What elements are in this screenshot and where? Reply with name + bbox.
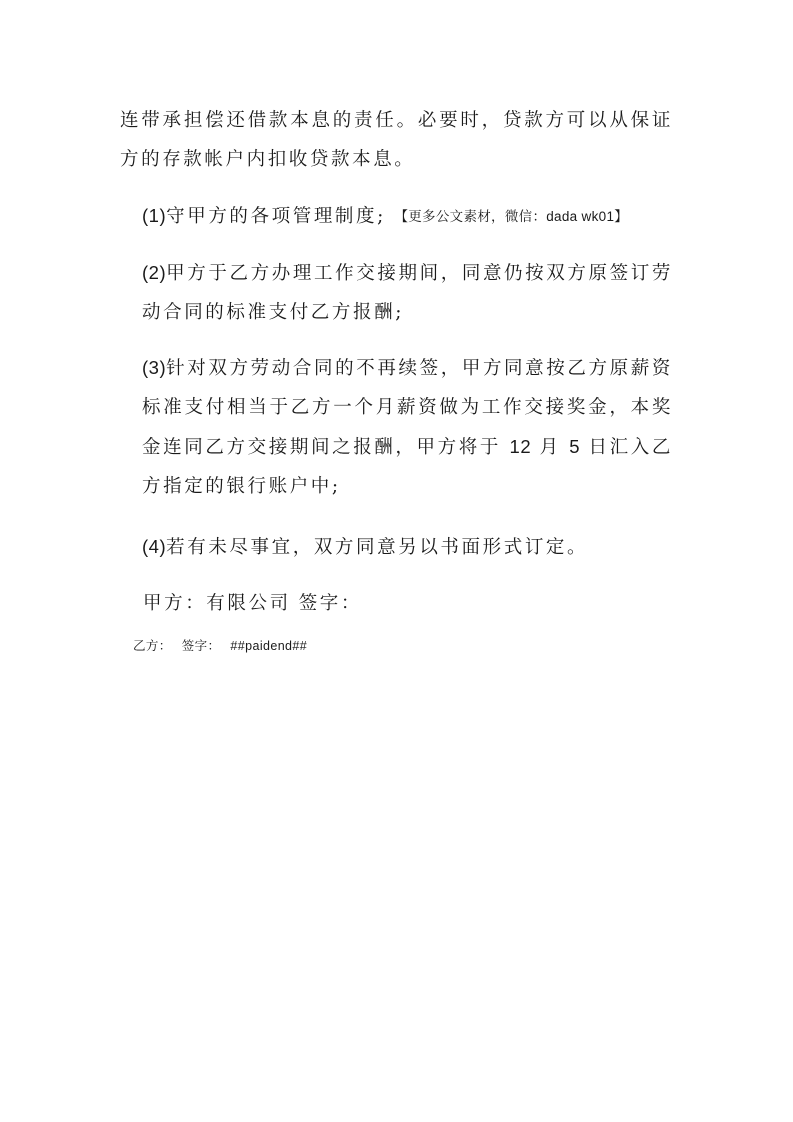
clause-2 [120,253,673,332]
party-a-signature-line [143,584,362,623]
clause-3 [120,348,673,506]
clause-2-number: (2) [142,262,167,283]
clause-3-day: 5 [569,436,581,457]
clause-3-month: 12 [509,436,532,457]
party-b-label: 乙方： [133,639,172,653]
clause-3-text-a: 针对双方劳动合同的不再续签，甲方同意按乙方原薪资标准支付相当于乙方一个月薪资做为工作交接奖金，本奖金连同乙方交接期间之报酬，甲方将于 [142,358,673,458]
clause-3-number: (3) [142,357,167,378]
party-a-sign-label: 签字： [298,593,363,614]
party-a-label: 甲方：有限公司 [143,593,291,614]
clause-1-number: (1) [142,205,167,226]
party-b-signature-line [133,637,307,655]
clause-1-text: 守甲方的各项管理制度; [166,206,386,227]
clause-4-text: 若有未尽事宜，双方同意另以书面形式订定。 [166,537,589,558]
paragraph-guarantee [120,101,673,179]
clause-1 [120,196,673,236]
clause-4-number: (4) [142,536,167,557]
paid-end-marker: ##paidend## [230,639,308,653]
clause-3-text-b: 月 [539,437,561,458]
clause-1-note: 【更多公文素材，微信：dada wk01】 [394,209,629,224]
clause-2-text: 甲方于乙方办理工作交接期间，同意仍按双方原签订劳动合同的标准支付乙方报酬; [142,263,673,323]
clause-3-text-c: 日汇入乙方指定的银行账户中; [142,437,673,497]
clause-4 [120,527,673,567]
party-b-sign-label: 签字： [181,639,221,653]
paragraph-guarantee-text: 连带承担偿还借款本息的责任。必要时，贷款方可以从保证方的存款帐户内扣收贷款本息。 [120,110,673,170]
